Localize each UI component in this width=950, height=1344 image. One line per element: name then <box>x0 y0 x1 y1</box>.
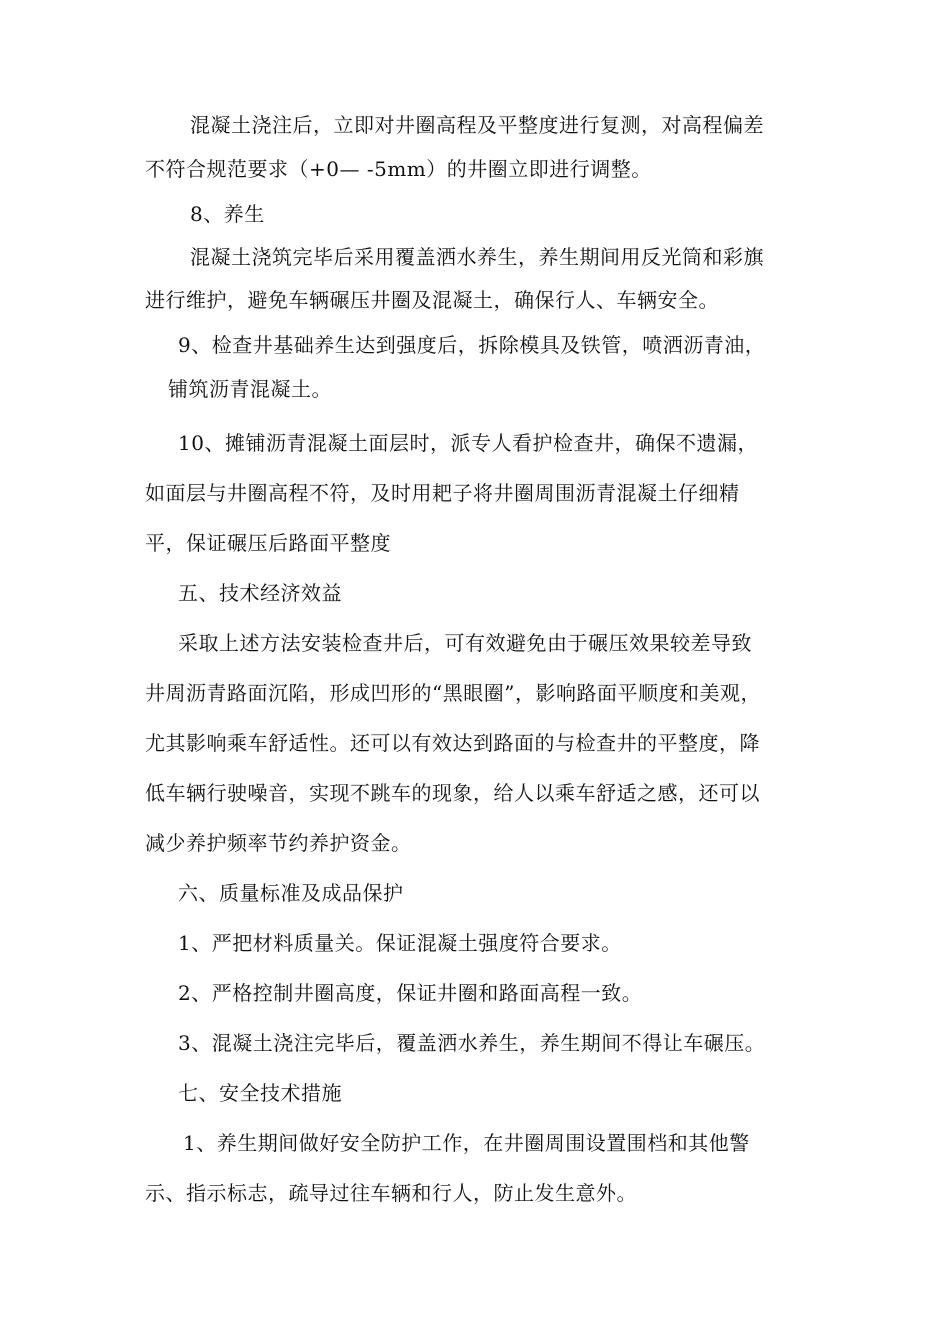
paragraph-recheck-line-2: 不符合规范要求（+0— -5mm）的井圈立即进行调整。 <box>145 157 652 181</box>
paragraph-step10-line-3: 平，保证碾压后路面平整度 <box>145 531 391 555</box>
paragraph-benefits-line-5: 减少养护频率节约养护资金。 <box>145 831 412 855</box>
quality-item-1: 1、严把材料质量关。保证混凝土强度符合要求。 <box>178 931 622 955</box>
paragraph-step9-line-1: 9、检查井基础养生达到强度后，拆除模具及铁管，喷洒沥青油， <box>178 333 766 357</box>
safety-item-1-line-2: 示、指示标志，疏导过往车辆和行人，防止发生意外。 <box>145 1181 637 1205</box>
paragraph-step10-line-2: 如面层与井圈高程不符，及时用耙子将井圈周围沥青混凝土仔细精 <box>145 481 740 505</box>
paragraph-step10-line-1: 10、摊铺沥青混凝土面层时，派专人看护检查井，确保不遗漏， <box>178 431 758 455</box>
paragraph-recheck-line-1: 混凝土浇注后，立即对井圈高程及平整度进行复测，对高程偏差 <box>190 113 764 137</box>
paragraph-benefits-line-2: 井周沥青路面沉陷，形成凹形的“黑眼圈”，影响路面平顺度和美观， <box>145 681 761 705</box>
quality-item-2: 2、严格控制井圈高度，保证井圈和路面高程一致。 <box>178 981 643 1005</box>
paragraph-curing-line-2: 进行维护，避免车辆碾压井圈及混凝土，确保行人、车辆安全。 <box>145 288 719 312</box>
heading-curing: 8、养生 <box>190 202 265 226</box>
heading-safety-measures: 七、安全技术措施 <box>178 1081 342 1105</box>
paragraph-benefits-line-3: 尤其影响乘车舒适性。还可以有效达到路面的与检查井的平整度，降 <box>145 731 760 755</box>
paragraph-curing-line-1: 混凝土浇筑完毕后采用覆盖洒水养生，养生期间用反光筒和彩旗 <box>190 245 764 269</box>
paragraph-step9-line-2: 铺筑沥青混凝土。 <box>168 377 332 401</box>
heading-economic-benefits: 五、技术经济效益 <box>178 581 342 605</box>
heading-quality-standards: 六、质量标准及成品保护 <box>178 881 404 905</box>
paragraph-benefits-line-1: 采取上述方法安装检查井后，可有效避免由于碾压效果较差导致 <box>178 631 752 655</box>
quality-item-3: 3、混凝土浇注完毕后，覆盖洒水养生，养生期间不得让车碾压。 <box>178 1031 766 1055</box>
safety-item-1-line-1: 1、养生期间做好安全防护工作，在井圈周围设置围档和其他警 <box>183 1131 750 1155</box>
paragraph-benefits-line-4: 低车辆行驶噪音，实现不跳车的现象，给人以乘车舒适之感，还可以 <box>145 781 760 805</box>
